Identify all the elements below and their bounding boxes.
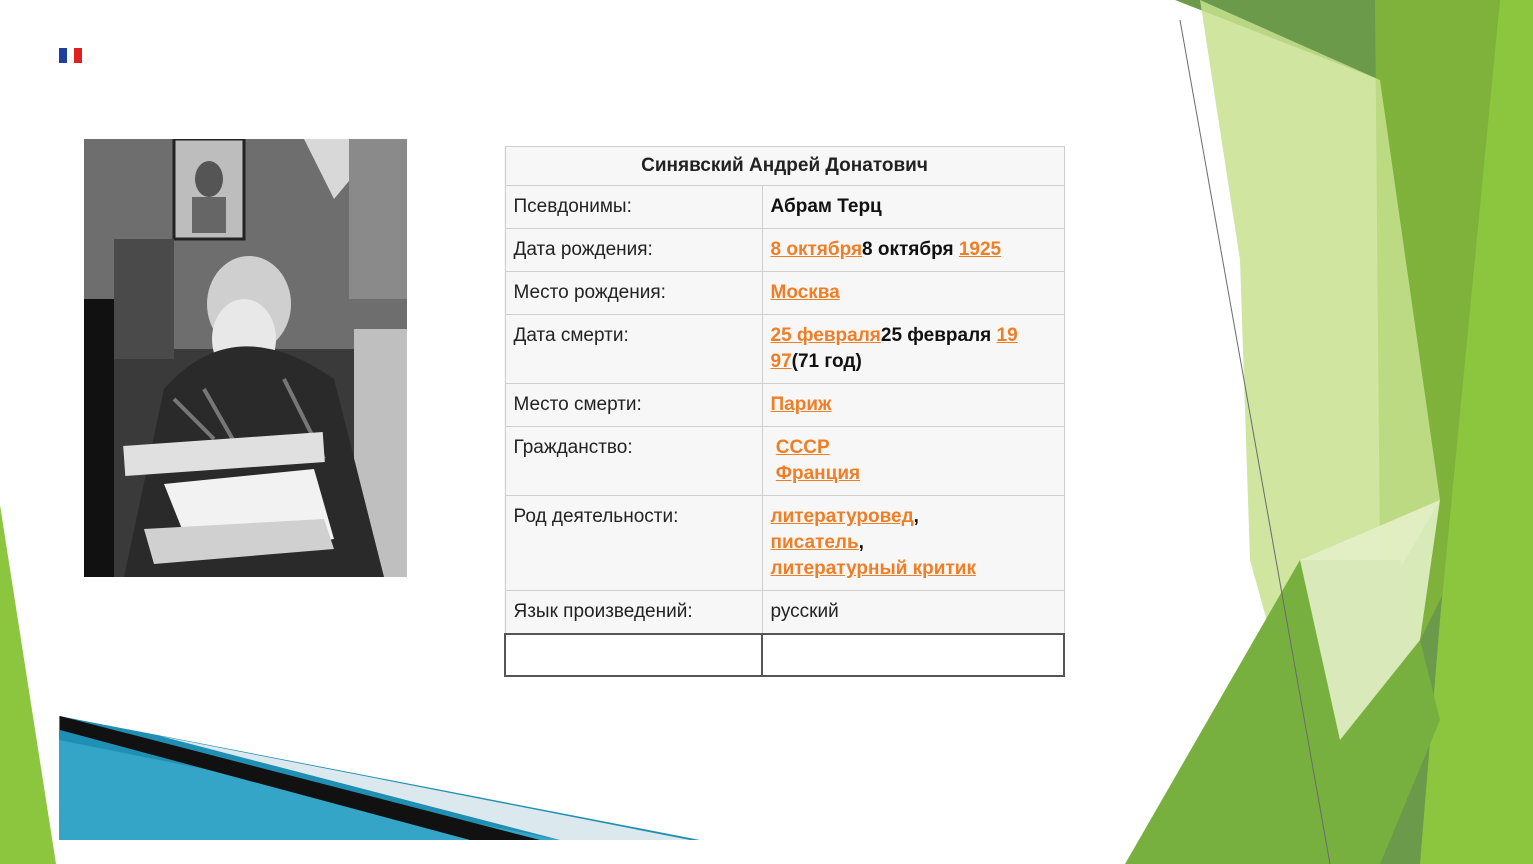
row-citizenship xyxy=(505,427,1064,496)
flag-stripe-white xyxy=(67,48,75,63)
label-death-place: Место смерти: xyxy=(505,384,762,427)
empty-cell-right xyxy=(762,634,1064,676)
portrait-photo xyxy=(84,139,407,577)
label-occupation: Род деятельности: xyxy=(505,496,762,591)
label-language: Язык произведений: xyxy=(505,591,762,635)
link-death-year-part1[interactable]: 19 xyxy=(996,325,1018,346)
separator-2: , xyxy=(858,532,864,553)
value-occupation xyxy=(762,496,1064,591)
value-pseudonyms: Абрам Терц xyxy=(762,186,1064,229)
row-death-date xyxy=(505,315,1064,384)
label-death-date: Дата смерти: xyxy=(505,315,762,384)
empty-cell-left xyxy=(505,634,762,676)
text-birth-day: 8 октября xyxy=(862,239,954,260)
link-birth-place[interactable]: Москва xyxy=(770,282,840,303)
text-age: (71 год) xyxy=(791,351,862,372)
flag-stripe-blue xyxy=(59,48,67,63)
row-birth-date xyxy=(505,229,1064,272)
france-flag-icon xyxy=(59,48,82,63)
link-birth-year[interactable]: 1925 xyxy=(958,239,1002,260)
info-card-table xyxy=(504,146,1065,677)
row-pseudonyms xyxy=(505,186,1064,229)
link-death-place[interactable]: Париж xyxy=(770,394,832,415)
link-occupation-writer[interactable]: писатель xyxy=(770,532,859,553)
value-citizenship xyxy=(762,427,1064,496)
row-empty xyxy=(505,634,1064,676)
row-death-place xyxy=(505,384,1064,427)
row-occupation xyxy=(505,496,1064,591)
card-title-row xyxy=(505,147,1064,186)
value-death-date xyxy=(762,315,1064,384)
label-birth-date: Дата рождения: xyxy=(505,229,762,272)
value-death-place xyxy=(762,384,1064,427)
label-birth-place: Место рождения: xyxy=(505,272,762,315)
value-birth-date xyxy=(762,229,1064,272)
link-occupation-critic[interactable]: литературный критик xyxy=(770,558,976,579)
row-language xyxy=(505,591,1064,635)
link-occupation-literary-scholar[interactable]: литературовед xyxy=(770,506,914,527)
link-birth-day[interactable]: 8 октября xyxy=(770,239,863,260)
value-birth-place xyxy=(762,272,1064,315)
link-citizenship-france[interactable]: Франция xyxy=(775,463,861,484)
link-death-year-part2[interactable]: 97 xyxy=(770,351,792,372)
flag-stripe-red xyxy=(74,48,82,63)
link-citizenship-ussr[interactable]: СССР xyxy=(775,437,830,458)
text-death-day: 25 февраля xyxy=(880,325,992,346)
label-pseudonyms: Псевдонимы: xyxy=(505,186,762,229)
separator-1: , xyxy=(913,506,919,527)
value-language: русский xyxy=(762,591,1064,635)
left-green-strip xyxy=(0,505,56,864)
link-death-day[interactable]: 25 февраля xyxy=(770,325,881,346)
label-citizenship: Гражданство: xyxy=(505,427,762,496)
row-birth-place xyxy=(505,272,1064,315)
card-title: Синявский Андрей Донатович xyxy=(505,147,1064,186)
